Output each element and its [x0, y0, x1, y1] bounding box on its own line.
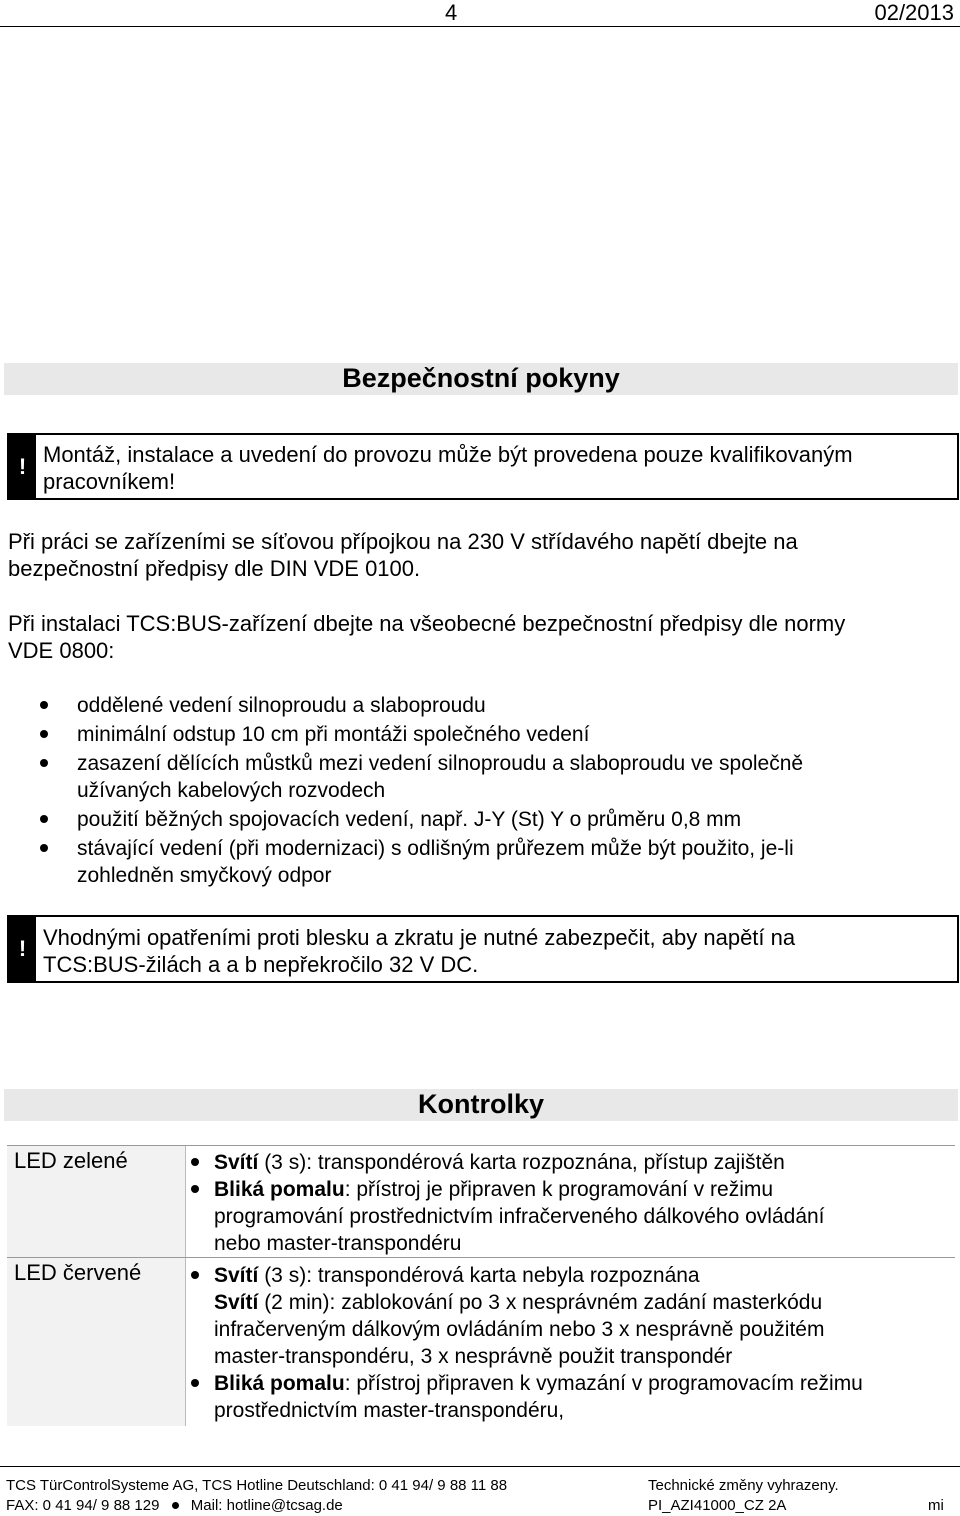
warning-text-qualified [43, 441, 951, 495]
safety-title: Bezpečnostní pokyny [342, 363, 620, 393]
footer-disclaimer: Technické změny vyhrazeny. [648, 1477, 839, 1494]
warning-icon: ! [9, 917, 36, 981]
paragraph-230v [8, 528, 798, 582]
warning-box-qualified [7, 433, 959, 500]
bullet-icon [40, 844, 48, 852]
list-item: minimální odstup 10 cm při montáži společného vedení [40, 721, 940, 750]
footer-contact [6, 1496, 343, 1516]
footer-author-tag: mi [928, 1497, 944, 1514]
table-row-divider [7, 1257, 955, 1258]
warning1-line2: pracovníkem! [43, 469, 176, 494]
footer-rule [0, 1466, 960, 1467]
bullet-icon [40, 730, 48, 738]
warning1-line1: Montáž, instalace a uvedení do provozu může být provedena pouze kvalifikovaným [43, 442, 853, 467]
para2-line2: VDE 0800: [8, 638, 115, 663]
list-item: Svítí (3 s): transpondérová karta nebyla rozpoznána [188, 1262, 948, 1289]
para1-line2: bezpečnostní předpisy dle DIN VDE 0100. [8, 556, 421, 581]
warning-text-lightning [43, 924, 951, 978]
led-red-description [188, 1262, 948, 1424]
list-item: Svítí (2 min): zablokování po 3 x nesprávném zadání masterkódu infračerveným dálkovým ovládáním nebo 3 x nesprávně použitém master-transpondéru, 3 x nesprávně použit transpondér [214, 1291, 825, 1368]
para2-line1: Při instalaci TCS:BUS-zařízení dbejte na všeobecné bezpečnostní předpisy dle normy [8, 611, 846, 636]
warning2-line2: TCS:BUS-žilách a a b nepřekročilo 32 V DC. [43, 952, 479, 977]
issue-date: 02/2013 [874, 0, 954, 25]
list-item: použití běžných spojovacích vedení, např. J-Y (St) Y o průměru 0,8 mm [40, 806, 940, 835]
led-red-label: LED červené [14, 1260, 142, 1285]
list-item: Bliká pomalu: přístroj připraven k vymazání v programovacím režimu prostřednictvím master-transpondéru, [188, 1370, 948, 1424]
bullet-icon [191, 1379, 199, 1387]
bullet-icon [191, 1158, 199, 1166]
table-column-divider [185, 1146, 186, 1426]
indicators-title: Kontrolky [417, 1089, 544, 1119]
led-green-label: LED zelené [14, 1148, 128, 1173]
footer-fax: FAX: 0 41 94/ 9 88 129 [6, 1497, 160, 1514]
para1-line1: Při práci se zařízeními se síťovou přípojkou na 230 V střídavého napětí dbejte na [8, 529, 798, 554]
footer-doc-id: PI_AZI41000_CZ 2A [648, 1497, 787, 1514]
page-number: 4 [445, 0, 458, 25]
paragraph-tcs-bus [8, 610, 845, 664]
warning-icon: ! [9, 435, 36, 498]
list-item: Svítí (3 s): transpondérová karta rozpoznána, přístup zajištěn [188, 1149, 948, 1176]
bullet-icon [172, 1502, 179, 1509]
list-item: zasazení dělících můstků mezi vedení silnoproudu a slaboproudu ve společně užívaných kabelových rozvodech [40, 750, 940, 806]
list-item: stávající vedení (při modernizaci) s odlišným průřezem může být použito, je-li zohledněn smyčkový odpor [40, 835, 940, 891]
footer-mail[interactable]: Mail: hotline@tcsag.de [190, 1497, 343, 1514]
footer-company: TCS TürControlSysteme AG, TCS Hotline Deutschland: 0 41 94/ 9 88 11 88 [6, 1477, 508, 1494]
warning2-line1: Vhodnými opatřeními proti blesku a zkratu je nutné zabezpečit, aby napětí na [43, 925, 796, 950]
list-item: Bliká pomalu: přístroj je připraven k programování v režimu programování prostřednictvím infračerveného dálkového ovládání nebo master-transpondéru [188, 1176, 948, 1257]
list-item: oddělené vedení silnoproudu a slaboproudu [40, 692, 940, 721]
warning-box-lightning [7, 915, 959, 983]
bullet-icon [40, 759, 48, 767]
bullet-icon [191, 1271, 199, 1279]
header-rule [0, 26, 960, 27]
bullet-icon [40, 815, 48, 823]
safety-bullet-list [40, 692, 940, 891]
bullet-icon [191, 1185, 199, 1193]
bullet-icon [40, 701, 48, 709]
led-green-description [188, 1149, 948, 1257]
led-label-column [7, 1146, 185, 1426]
